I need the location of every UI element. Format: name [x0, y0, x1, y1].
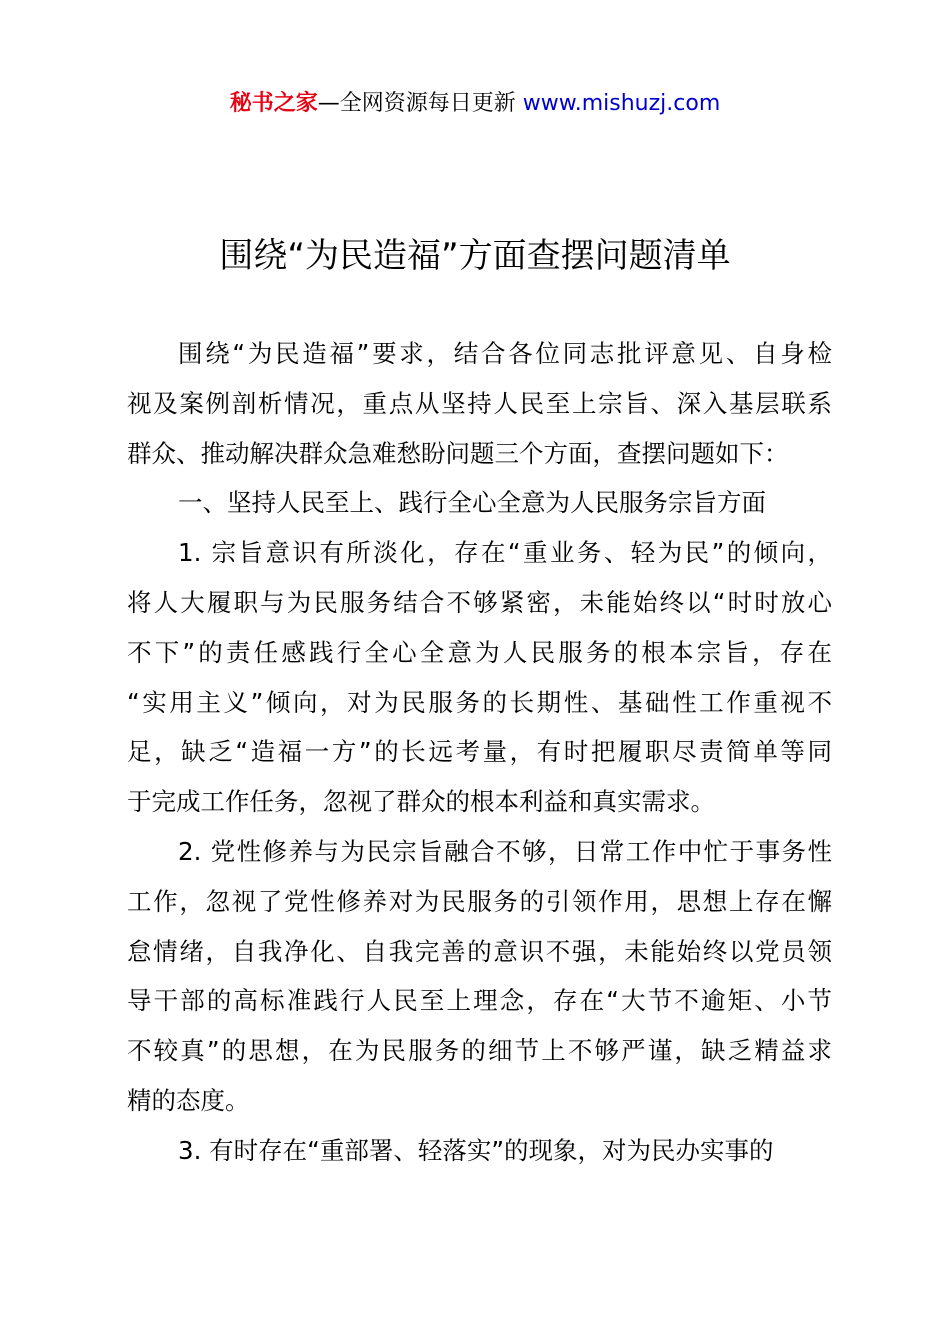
site-tagline: —全网资源每日更新: [317, 91, 523, 116]
paragraph-line: 围绕“为民造福”要求，结合各位同志批评意见、自身检: [178, 339, 832, 368]
site-header: [0, 88, 950, 120]
paragraph-line: 不较真”的思想，在为民服务的细节上不够严谨，缺乏精益求: [127, 1036, 832, 1066]
paragraph-line: 于完成工作任务，忽视了群众的根本利益和真实需求。: [127, 787, 715, 817]
paragraph-line: 群众、推动解决群众急难愁盼问题三个方面，查摆问题如下：: [127, 438, 789, 468]
paragraph-line: 2. 党性修养与为民宗旨融合不够，日常工作中忙于事务性: [178, 836, 832, 866]
paragraph-line: 3. 有时存在“重部署、轻落实”的现象，对为民办实事的: [178, 1135, 774, 1165]
paragraph: [127, 1126, 832, 1176]
site-url-link[interactable]: www.mishuzj.com: [522, 91, 721, 116]
paragraph-line: 导干部的高标准践行人民至上理念，存在“大节不逾矩、小节: [127, 986, 832, 1016]
paragraph-line: 视及案例剖析情况，重点从坚持人民至上宗旨、深入基层联系: [127, 388, 832, 418]
paragraph: [127, 329, 832, 478]
paragraph: [127, 827, 832, 1126]
paragraph-line: 不下”的责任感践行全心全意为人民服务的根本宗旨，存在: [127, 637, 832, 667]
paragraph-line: 一、坚持人民至上、践行全心全意为人民服务宗旨方面: [178, 488, 766, 518]
paragraph-line: 怠情绪，自我净化、自我完善的意识不强，未能始终以党员领: [127, 936, 832, 966]
paragraph-line: 足，缺乏“造福一方”的长远考量，有时把履职尽责简单等同: [127, 737, 832, 767]
paragraph: [127, 478, 832, 528]
paragraph-line: 1. 宗旨意识有所淡化，存在“重业务、轻为民”的倾向，: [178, 538, 832, 568]
document-title: 围绕“为民造福”方面查摆问题清单: [219, 236, 731, 276]
paragraph-line: 精的态度。: [127, 1085, 250, 1115]
paragraph-line: 工作，忽视了党性修养对为民服务的引领作用，思想上存在懈: [127, 886, 832, 916]
paragraph: [127, 528, 832, 827]
paragraph-line: “实用主义”倾向，对为民服务的长期性、基础性工作重视不: [127, 687, 832, 717]
paragraph-line: 将人大履职与为民服务结合不够紧密，未能始终以“时时放心: [127, 587, 832, 617]
site-brand: 秘书之家: [229, 91, 318, 116]
document-body: [127, 329, 832, 1176]
